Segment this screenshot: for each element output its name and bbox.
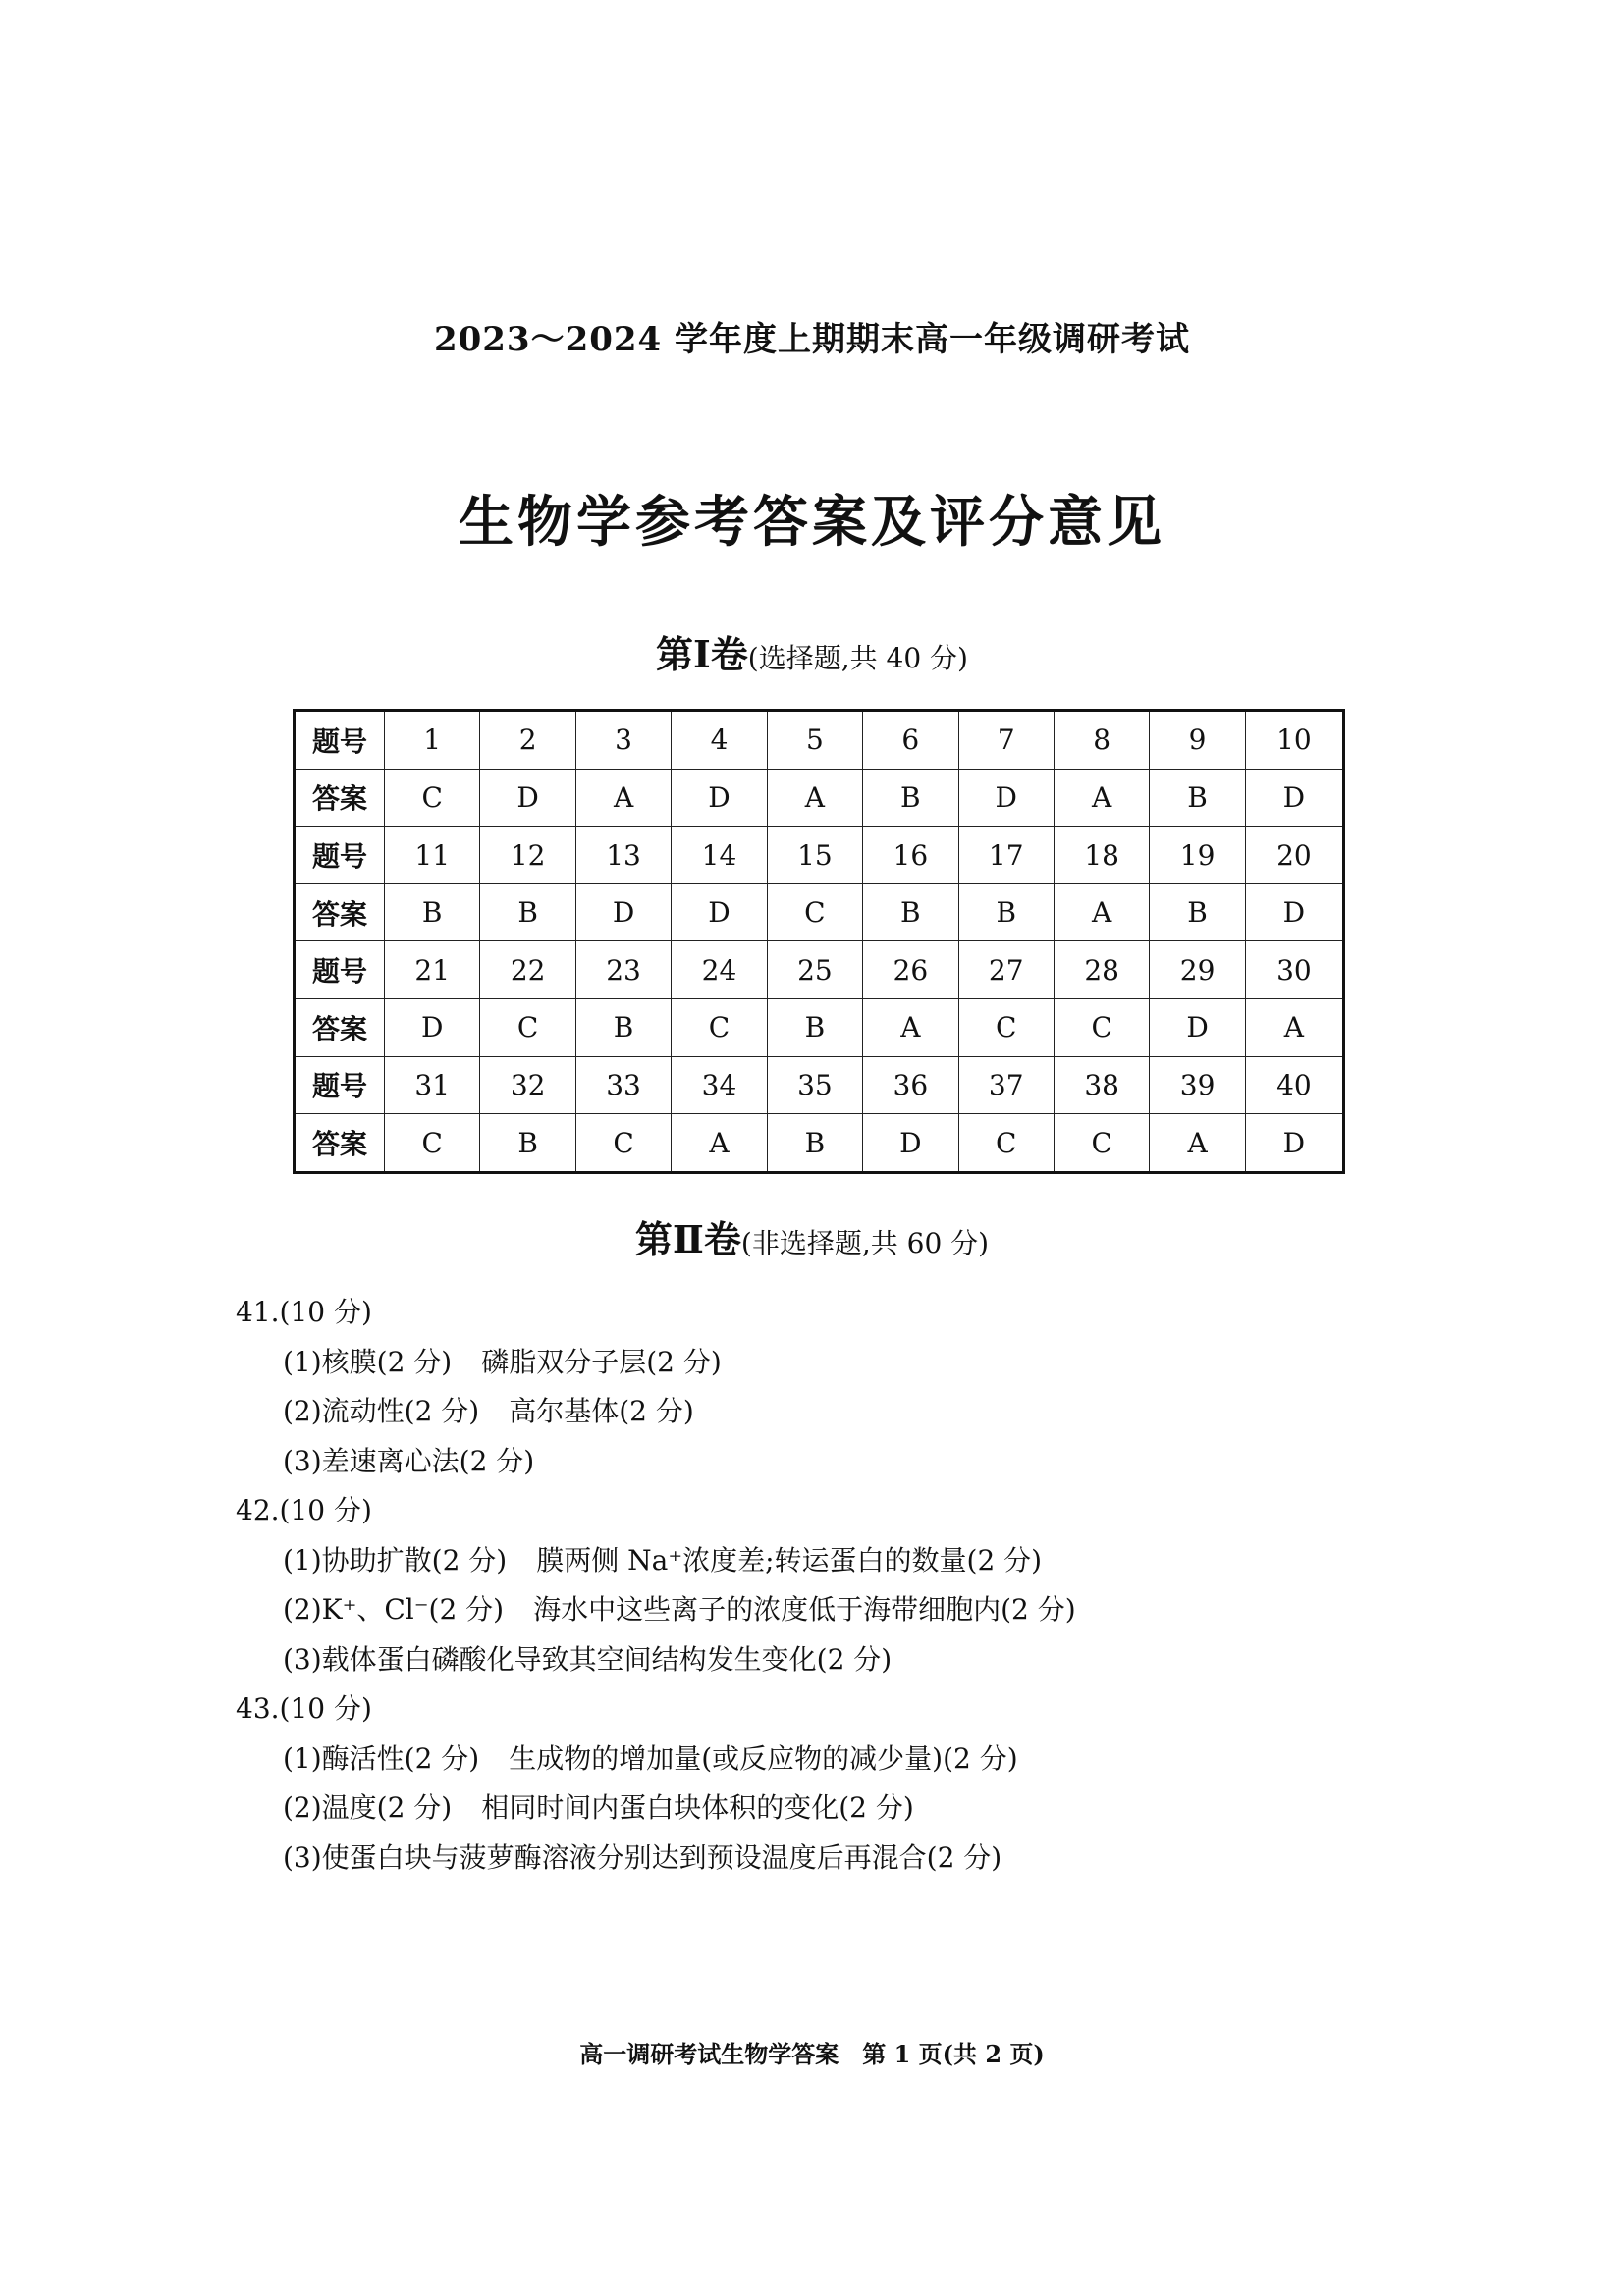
question-number-cell: 15: [767, 827, 862, 884]
section-1-heading: [0, 624, 1624, 678]
question-number-cell: 3: [575, 711, 671, 770]
answer-table: [293, 709, 1345, 1174]
answer-cell: D: [1245, 769, 1343, 827]
question-number-cell: 29: [1150, 941, 1245, 999]
answer-row: [295, 883, 1344, 941]
section-1-title: 第Ⅰ卷: [656, 632, 748, 676]
question-number-cell: 39: [1150, 1056, 1245, 1114]
answer-cell: B: [575, 999, 671, 1057]
question-number-cell: 37: [958, 1056, 1054, 1114]
answer-cell: B: [767, 999, 862, 1057]
section-2-title: 第Ⅱ卷: [634, 1217, 741, 1261]
question-number-cell: 7: [958, 711, 1054, 770]
answer-cell: D: [672, 769, 767, 827]
question-number-cell: 6: [863, 711, 958, 770]
question-number-row: [295, 941, 1344, 999]
question-number-cell: 1: [385, 711, 480, 770]
answer-cell: B: [480, 1114, 575, 1173]
answer-cell: C: [672, 999, 767, 1057]
question-number-cell: 21: [385, 941, 480, 999]
answer-row: [295, 1114, 1344, 1173]
question-number-cell: 20: [1245, 827, 1343, 884]
question-number-cell: 40: [1245, 1056, 1343, 1114]
answer-cell: A: [767, 769, 862, 827]
answer-cell: C: [385, 769, 480, 827]
answer-cell: A: [863, 999, 958, 1057]
question-number-cell: 27: [958, 941, 1054, 999]
question-number-cell: 34: [672, 1056, 767, 1114]
question-number-cell: 38: [1054, 1056, 1149, 1114]
answer-line: [283, 1735, 1512, 1785]
question-number-cell: 33: [575, 1056, 671, 1114]
page-footer: 高一调研考试生物学答案 第 1 页(共 2 页): [579, 2040, 1045, 2068]
answer-cell: A: [1245, 999, 1343, 1057]
answer-cell: C: [958, 999, 1054, 1057]
answer-cell: D: [1245, 1114, 1343, 1173]
question-number-cell: 16: [863, 827, 958, 884]
answer-cell: C: [385, 1114, 480, 1173]
question-number-row: [295, 711, 1344, 770]
question-number-row-label: 题号: [295, 711, 385, 770]
answer-cell: C: [1054, 999, 1149, 1057]
question-number-cell: 9: [1150, 711, 1245, 770]
answer-cell: A: [1054, 883, 1149, 941]
answer-row-label: 答案: [295, 769, 385, 827]
answer-cell: B: [1150, 883, 1245, 941]
answer-segment: 海水中这些离子的浓度低于海带细胞内(2 分): [533, 1593, 1076, 1626]
question-number-cell: 23: [575, 941, 671, 999]
answer-segment: (3)载体蛋白磷酸化导致其空间结构发生变化(2 分): [283, 1642, 893, 1676]
question-number-cell: 10: [1245, 711, 1343, 770]
answer-segment: (1)酶活性(2 分): [283, 1741, 480, 1775]
question-number-cell: 35: [767, 1056, 862, 1114]
answer-cell: D: [385, 999, 480, 1057]
answer-cell: B: [863, 769, 958, 827]
answer-segment: (2)流动性(2 分): [283, 1395, 480, 1427]
answer-segment: (3)使蛋白块与菠萝酶溶液分别达到预设温度后再混合(2 分): [283, 1841, 1002, 1874]
answer-row-label: 答案: [295, 999, 385, 1057]
question-number-cell: 25: [767, 941, 862, 999]
answer-cell: D: [575, 883, 671, 941]
answer-cell: D: [1245, 883, 1343, 941]
answer-cell: D: [1150, 999, 1245, 1057]
answer-cell: A: [672, 1114, 767, 1173]
answer-row: [295, 769, 1344, 827]
answer-cell: A: [1150, 1114, 1245, 1173]
section-1-subtitle: (选择题,共 40 分): [747, 642, 968, 674]
question-number-cell: 14: [672, 827, 767, 884]
question-number-cell: 24: [672, 941, 767, 999]
question-number-row-label: 题号: [295, 941, 385, 999]
answer-cell: D: [480, 769, 575, 827]
answer-row-label: 答案: [295, 883, 385, 941]
answer-row-label: 答案: [295, 1114, 385, 1173]
answer-line: [283, 1387, 1512, 1437]
answer-cell: D: [672, 883, 767, 941]
answer-segment: (1)核膜(2 分): [283, 1345, 453, 1378]
question-header: 41.(10 分): [236, 1296, 372, 1328]
document-title: 生物学参考答案及评分意见: [459, 490, 1165, 555]
question-number-cell: 19: [1150, 827, 1245, 884]
exam-title: 2023～2024 学年度上期期末高一年级调研考试: [433, 320, 1191, 359]
question-number-row: [295, 827, 1344, 884]
answer-cell: A: [575, 769, 671, 827]
answer-segment: (2)温度(2 分): [283, 1791, 453, 1824]
answer-cell: B: [480, 883, 575, 941]
answer-cell: D: [958, 769, 1054, 827]
question-number-cell: 26: [863, 941, 958, 999]
answer-cell: B: [1150, 769, 1245, 827]
answer-line: [283, 1635, 1512, 1685]
answer-segment: (1)协助扩散(2 分): [283, 1543, 508, 1576]
question-number-cell: 2: [480, 711, 575, 770]
answer-segment: 膜两侧 Na⁺浓度差;转运蛋白的数量(2 分): [536, 1543, 1043, 1576]
question-header: 43.(10 分): [236, 1692, 372, 1725]
answer-cell: B: [767, 1114, 862, 1173]
question-number-cell: 4: [672, 711, 767, 770]
question-number-cell: 30: [1245, 941, 1343, 999]
question-number-cell: 28: [1054, 941, 1149, 999]
section-2-subtitle: (非选择题,共 60 分): [740, 1227, 990, 1259]
answer-cell: B: [958, 883, 1054, 941]
question-number-row-label: 题号: [295, 827, 385, 884]
question-number-row-label: 题号: [295, 1056, 385, 1114]
answer-cell: A: [1054, 769, 1149, 827]
answer-cell: C: [480, 999, 575, 1057]
question-number-cell: 11: [385, 827, 480, 884]
question-number-cell: 22: [480, 941, 575, 999]
answer-cell: C: [767, 883, 862, 941]
question-number-cell: 18: [1054, 827, 1149, 884]
answer-cell: C: [575, 1114, 671, 1173]
answer-segment: 高尔基体(2 分): [509, 1395, 694, 1427]
question-number-cell: 31: [385, 1056, 480, 1114]
answer-row: [295, 999, 1344, 1057]
answer-segment: (2)K⁺、Cl⁻(2 分): [283, 1593, 505, 1626]
answer-line: [283, 1834, 1512, 1884]
answer-line: [283, 1536, 1512, 1586]
question-number-cell: 8: [1054, 711, 1149, 770]
question-number-row: [295, 1056, 1344, 1114]
question-number-cell: 17: [958, 827, 1054, 884]
question-number-cell: 36: [863, 1056, 958, 1114]
answer-cell: B: [863, 883, 958, 941]
answer-line: [283, 1784, 1512, 1834]
question-number-cell: 32: [480, 1056, 575, 1114]
question-number-cell: 12: [480, 827, 575, 884]
free-response-answers: [236, 1288, 1512, 1883]
answer-cell: B: [385, 883, 480, 941]
question-header: 42.(10 分): [236, 1494, 372, 1526]
answer-segment: 相同时间内蛋白块体积的变化(2 分): [481, 1791, 914, 1824]
answer-line: [283, 1338, 1512, 1388]
answer-segment: 磷脂双分子层(2 分): [481, 1345, 722, 1378]
answer-line: [283, 1437, 1512, 1487]
answer-cell: C: [958, 1114, 1054, 1173]
answer-segment: (3)差速离心法(2 分): [283, 1444, 535, 1477]
answer-cell: C: [1054, 1114, 1149, 1173]
question-number-cell: 13: [575, 827, 671, 884]
answer-line: [283, 1585, 1512, 1635]
answer-cell: D: [863, 1114, 958, 1173]
question-number-cell: 5: [767, 711, 862, 770]
section-2-heading: [0, 1209, 1624, 1263]
answer-segment: 生成物的增加量(或反应物的减少量)(2 分): [509, 1741, 1018, 1775]
